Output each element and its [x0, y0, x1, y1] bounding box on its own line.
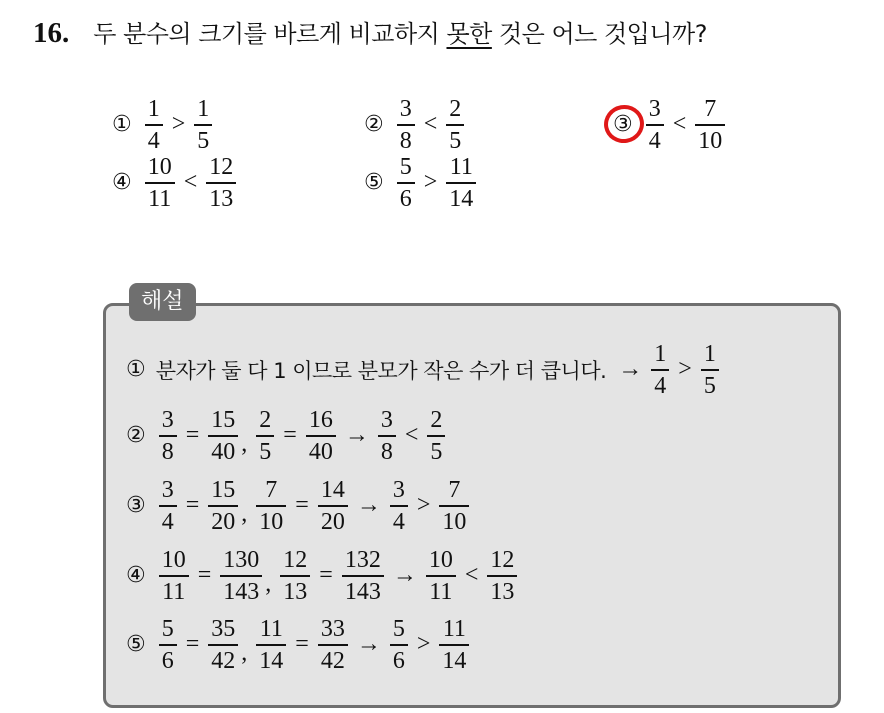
- solution-label: 해설: [129, 283, 196, 321]
- fraction: $\frac{2}{5}$: [427, 406, 445, 466]
- comma: ,: [241, 639, 248, 666]
- fraction: $\frac{15}{40}$: [208, 406, 238, 466]
- fraction: $\frac{132}{143}$: [342, 546, 384, 606]
- equals-sign: =: [319, 562, 333, 589]
- solution-line-5: [126, 615, 472, 675]
- fraction: $\frac{3}{4}$: [159, 476, 177, 536]
- choice-number: ④: [112, 170, 132, 196]
- fraction: $\frac{130}{143}$: [220, 546, 262, 606]
- equals-sign: =: [185, 422, 200, 449]
- choice-number: ①: [112, 112, 132, 138]
- arrow: →: [618, 356, 643, 383]
- choice-2[interactable]: [364, 95, 467, 155]
- fraction: $\frac{2}{5}$: [446, 95, 464, 155]
- solution-number: ⑤: [126, 632, 146, 658]
- fraction: $\frac{1}{5}$: [194, 95, 212, 155]
- solution-line-4: [126, 546, 520, 606]
- equals-sign: =: [295, 492, 309, 519]
- fraction: $\frac{11}{14}$: [439, 615, 469, 675]
- fraction: $\frac{3}{4}$: [646, 95, 664, 155]
- comparison-operator: <: [464, 562, 479, 589]
- question-number: 16.: [33, 17, 70, 49]
- question-text: [93, 14, 707, 49]
- solution-line-3: [126, 476, 472, 536]
- fraction: $\frac{11}{14}$: [446, 153, 476, 213]
- question-header: [33, 14, 707, 50]
- fraction: $\frac{7}{10}$: [695, 95, 725, 155]
- fraction: $\frac{12}{13}$: [280, 546, 310, 606]
- choice-1[interactable]: [112, 95, 215, 155]
- fraction: $\frac{3}{8}$: [159, 406, 177, 466]
- choice-number: ⑤: [364, 170, 384, 196]
- fraction: $\frac{5}{6}$: [159, 615, 177, 675]
- comparison-operator: >: [416, 492, 431, 519]
- solution-number: ③: [126, 493, 146, 519]
- comparison-operator: >: [678, 356, 692, 383]
- comparison-operator: <: [423, 111, 438, 138]
- question-text-underlined: 못한: [446, 20, 492, 48]
- solution-number: ①: [126, 357, 146, 383]
- solution-number: ④: [126, 563, 146, 589]
- arrow: →: [392, 562, 417, 589]
- question-text-after: 것은 어느 것입니까?: [491, 20, 707, 48]
- answer-mark-circle: [601, 102, 647, 146]
- fraction: $\frac{3}{8}$: [397, 95, 415, 155]
- fraction: $\frac{10}{11}$: [145, 153, 175, 213]
- choice-4[interactable]: [112, 153, 239, 213]
- equals-sign: =: [197, 562, 212, 589]
- fraction: $\frac{10}{11}$: [426, 546, 456, 606]
- fraction: $\frac{2}{5}$: [256, 406, 274, 466]
- comparison-operator: >: [416, 631, 431, 658]
- fraction: $\frac{1}{4}$: [145, 95, 163, 155]
- fraction: $\frac{7}{10}$: [439, 476, 469, 536]
- choice-5[interactable]: [364, 153, 479, 213]
- comparison-operator: <: [183, 169, 198, 196]
- question-text-before: 두 분수의 크기를 바르게 비교하지: [93, 20, 447, 48]
- solution-line-2: [126, 406, 448, 466]
- fraction: $\frac{3}{8}$: [378, 406, 396, 466]
- solution-text: 분자가 둘 다 1 이므로 분모가 작은 수가 더 큽니다.: [155, 358, 607, 383]
- comparison-operator: >: [171, 111, 186, 138]
- fraction: $\frac{1}{4}$: [651, 340, 669, 400]
- fraction: $\frac{1}{5}$: [701, 340, 719, 400]
- arrow: →: [356, 631, 381, 658]
- comparison-operator: <: [672, 111, 687, 138]
- fraction: $\frac{3}{4}$: [390, 476, 408, 536]
- choice-number: ③: [613, 112, 633, 137]
- comma: ,: [241, 430, 248, 457]
- arrow: →: [356, 492, 381, 519]
- comma: ,: [265, 570, 272, 597]
- fraction: $\frac{14}{20}$: [318, 476, 348, 536]
- fraction: $\frac{33}{42}$: [318, 615, 348, 675]
- equals-sign: =: [185, 492, 200, 519]
- fraction: $\frac{11}{14}$: [256, 615, 286, 675]
- fraction: $\frac{35}{42}$: [208, 615, 238, 675]
- comparison-operator: >: [423, 169, 438, 196]
- solution-line-1: [126, 340, 722, 400]
- comma: ,: [241, 500, 248, 527]
- fraction: $\frac{16}{40}$: [306, 406, 336, 466]
- arrow: →: [344, 422, 369, 449]
- fraction: $\frac{12}{13}$: [487, 546, 517, 606]
- equals-sign: =: [283, 422, 297, 449]
- equals-sign: =: [185, 631, 200, 658]
- fraction: $\frac{5}{6}$: [397, 153, 415, 213]
- fraction: $\frac{7}{10}$: [256, 476, 286, 536]
- fraction: $\frac{5}{6}$: [390, 615, 408, 675]
- solution-number: ②: [126, 423, 146, 449]
- choice-number: ②: [364, 112, 384, 138]
- fraction: $\frac{12}{13}$: [206, 153, 236, 213]
- choice-3[interactable]: [613, 95, 728, 155]
- fraction: $\frac{10}{11}$: [159, 546, 189, 606]
- fraction: $\frac{15}{20}$: [208, 476, 238, 536]
- comparison-operator: <: [404, 422, 419, 449]
- equals-sign: =: [295, 631, 309, 658]
